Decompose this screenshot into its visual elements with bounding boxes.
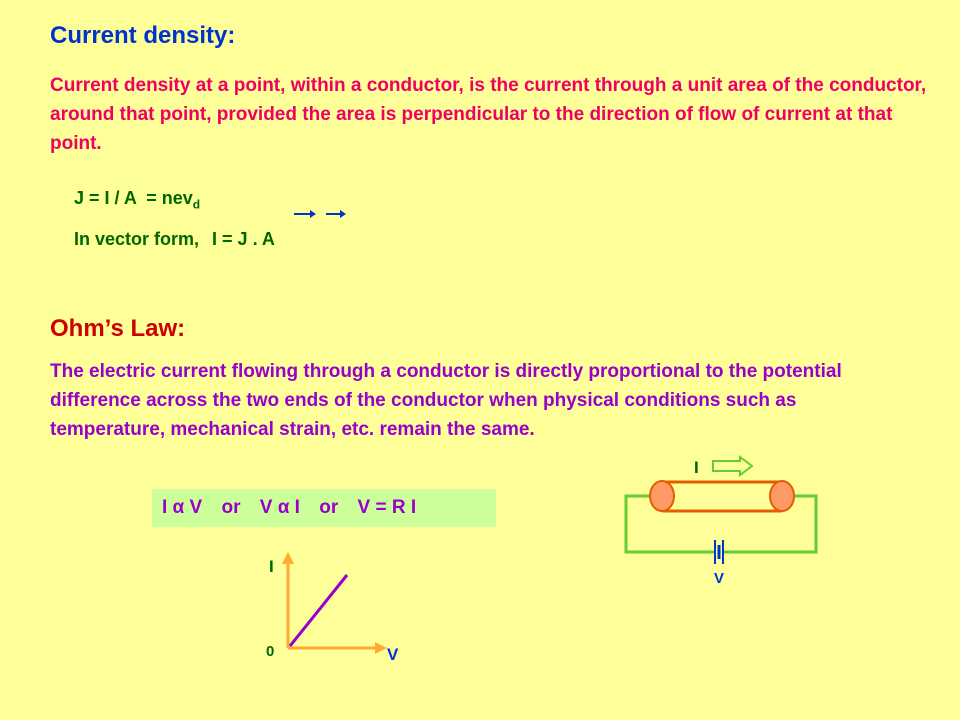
vector-arrow-i-icon [294,210,316,218]
current-density-title [50,22,235,50]
vector-arrow-a-icon [326,210,346,218]
formula-subscript: d [192,197,201,212]
ohms-law-definition: The electric current flowing through a conductor is directly proportional to the potential difference across the two ends of the conductor when physical conditions such as temperature, mechanical strain, etc. remain the same. [50,361,842,440]
iv-graph [255,548,415,670]
vector-form-line [74,229,275,250]
graph-y-label: I [269,557,274,576]
circuit-current-label: I [694,458,699,477]
ohms-law-title: Ohm’s Law: [50,315,186,342]
vector-arrows [290,208,350,220]
conductor-cylinder [650,481,794,511]
relation-part-1: I α V [162,497,203,518]
conductor-end-right [770,481,794,511]
relation-sep-1: or [221,497,241,518]
relation-sep-2: or [319,497,339,518]
formula-main: J = I / A = nev [74,188,193,208]
iv-proportional-line [290,575,347,646]
vector-form-label: In vector form, [74,229,200,249]
circuit-voltage-label: V [714,570,725,587]
relation-part-3: V = R I [357,497,417,518]
graph-x-label: V [387,645,399,664]
circuit-diagram [620,455,830,590]
graph-origin-label: 0 [266,643,275,660]
battery-icon [715,540,723,564]
y-axis [282,552,294,648]
current-density-formula [74,188,200,212]
current-density-title-colon: : [227,22,236,49]
ohms-law-relation-box [152,489,496,527]
current-density-title-text: Current density [50,22,228,49]
current-arrow-icon [713,457,752,475]
x-axis [288,642,387,654]
conductor-end-left [650,481,674,511]
vector-form-formula: I = J . A [212,229,275,249]
relation-part-2: V α I [259,497,300,518]
current-density-definition: Current density at a point, within a conductor, is the current through a unit area of the conductor, around that point, provided the area is perpendicular to the direction of flow of current at that point. [50,75,927,154]
